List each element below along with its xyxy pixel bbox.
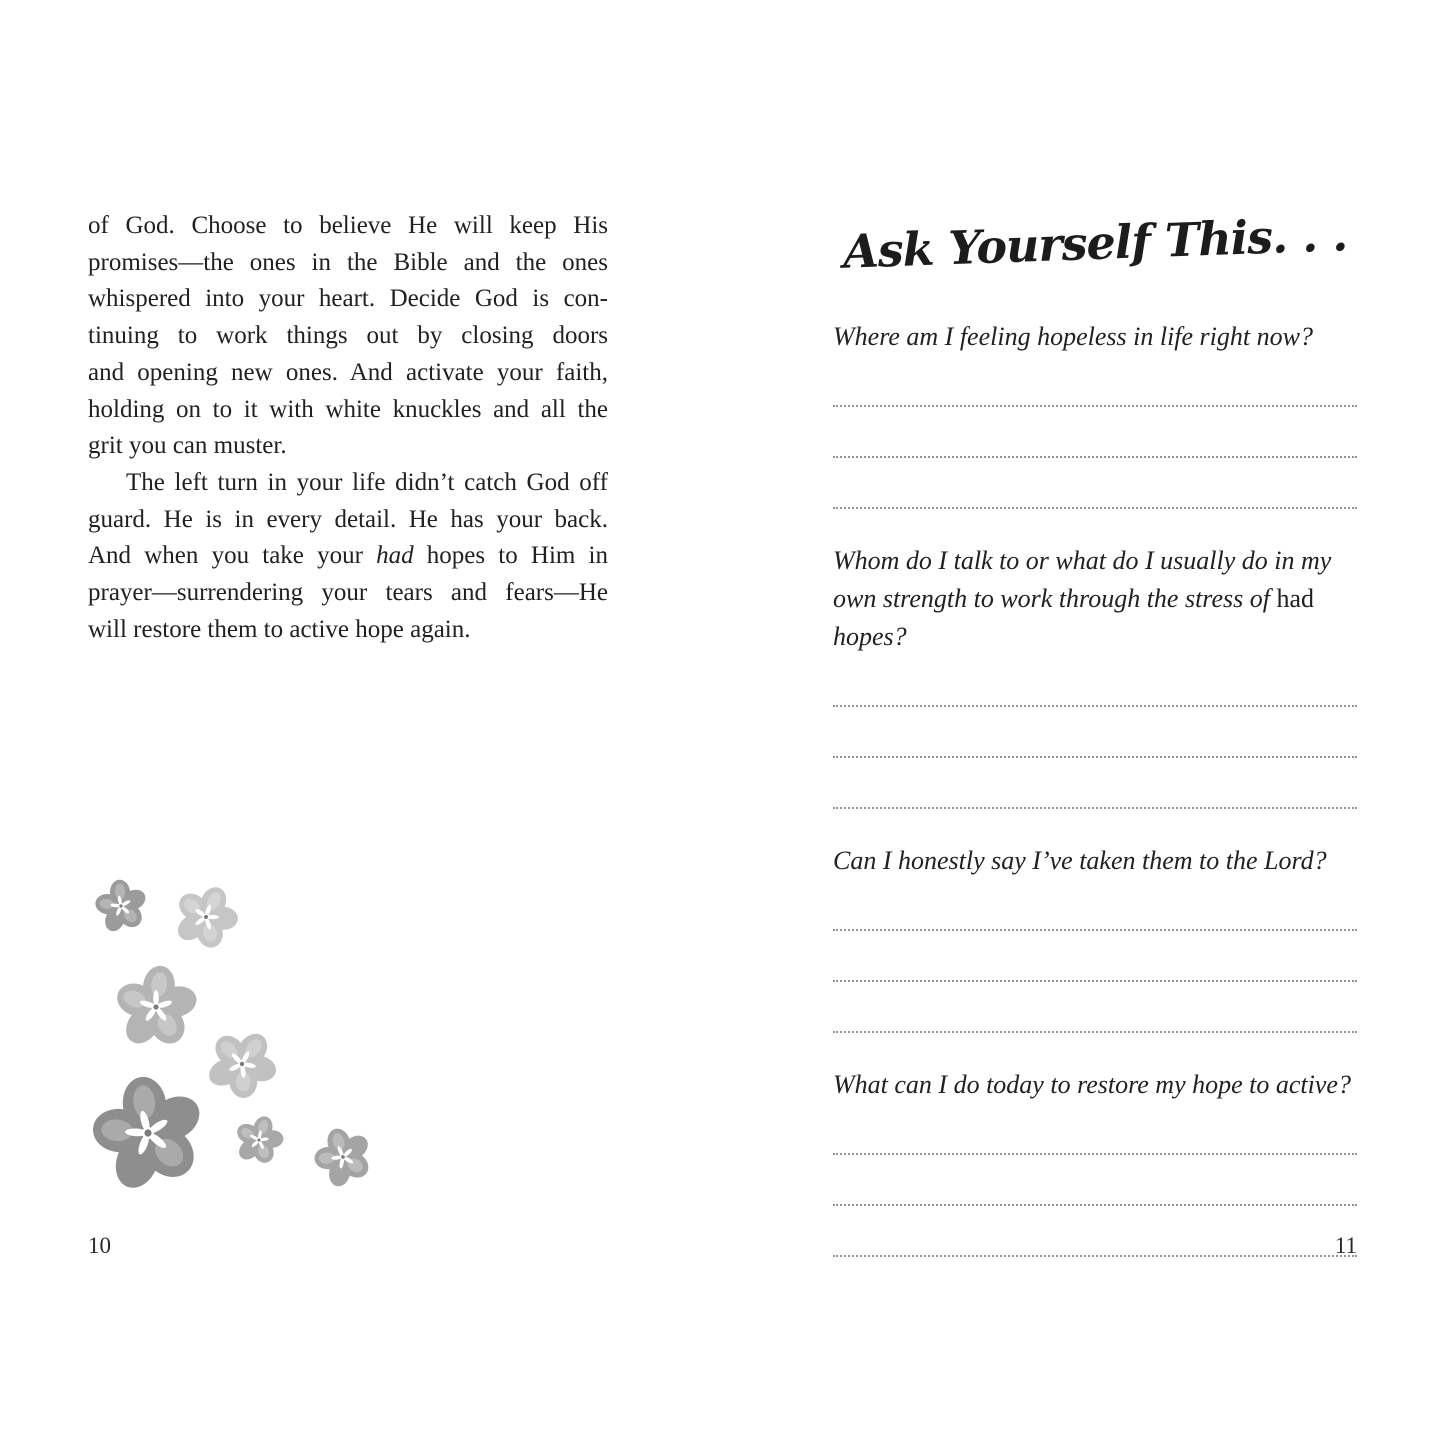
body-text-line (88, 538, 608, 575)
question-block (833, 318, 1357, 509)
text-segment: promises—the ones in the Bible and the ones (88, 248, 608, 276)
flower-icon (112, 963, 200, 1051)
answer-writing-line (833, 880, 1357, 931)
question-text-line (833, 318, 1357, 356)
text-segment: whispered into your heart. Decide God is con- (88, 285, 608, 313)
page-number-left: 10 (88, 1233, 111, 1258)
body-text-line (88, 245, 608, 282)
flower-icon (302, 1116, 384, 1198)
question-text (833, 318, 1357, 356)
text-segment: own strength to work through the stress of (833, 584, 1277, 613)
text-segment: tinuing to work things out by closing doors (88, 322, 608, 350)
text-segment: Can I honestly say I’ve taken them to the Lord? (833, 846, 1327, 875)
answer-writing-line (833, 982, 1357, 1033)
question-text-line (833, 1066, 1357, 1104)
body-text-line (88, 502, 608, 539)
text-segment: had (1276, 584, 1315, 613)
answer-writing-line (833, 407, 1357, 458)
question-text-line (833, 842, 1357, 880)
question-text-line (833, 618, 1357, 656)
text-segment: of God. Choose to believe He will keep His (88, 212, 608, 239)
text-segment: holding on to it with white knuckles and all the (88, 395, 608, 423)
flower-icon (192, 1014, 292, 1114)
body-text-line (88, 355, 608, 392)
body-text-line (88, 612, 608, 649)
answer-writing-line (833, 758, 1357, 809)
text-segment: had (376, 542, 414, 570)
body-text-line (88, 465, 608, 502)
body-text-line (88, 281, 608, 318)
question-text (833, 842, 1357, 880)
flower-icon (229, 1110, 289, 1170)
answer-writing-line (833, 656, 1357, 707)
text-segment: The left turn in your life didn’t catch God off (126, 468, 608, 496)
text-segment: grit you can muster. (88, 432, 287, 460)
question-text-line (833, 580, 1357, 618)
text-segment: and opening new ones. And activate your faith, (88, 358, 608, 386)
body-text-line (88, 428, 608, 465)
text-segment: will restore them to active hope again. (88, 615, 471, 643)
flower-icon (88, 873, 154, 939)
page-number-right: 11 (1334, 1233, 1357, 1258)
flower-icon (75, 1060, 222, 1207)
body-text-line (88, 575, 608, 612)
text-segment: guard. He is in every detail. He has your back. (88, 505, 608, 533)
answer-writing-line (833, 931, 1357, 982)
question-text (833, 542, 1357, 656)
question-blocks (833, 318, 1357, 1290)
flower-icon (163, 874, 249, 960)
question-block (833, 842, 1357, 1033)
question-block (833, 1066, 1357, 1257)
text-segment: Whom do I talk to or what do I usually do in my (833, 546, 1332, 575)
question-text (833, 1066, 1357, 1104)
text-segment: prayer—surrendering your tears and fears—He (88, 579, 608, 607)
answer-writing-line (833, 707, 1357, 758)
text-segment: hopes? (833, 622, 907, 651)
text-segment: What can I do today to restore my hope to active? (833, 1070, 1351, 1099)
answer-writing-line (833, 356, 1357, 407)
left-page-body (88, 208, 608, 648)
section-heading: Ask Yourself This. . . (842, 207, 1348, 279)
body-text-line (88, 318, 608, 355)
answer-writing-line (833, 1104, 1357, 1155)
text-segment: hopes to Him in (413, 542, 608, 570)
question-text-line (833, 542, 1357, 580)
answer-writing-line (833, 1155, 1357, 1206)
text-segment: And when you take your (88, 542, 377, 570)
answer-writing-line (833, 458, 1357, 509)
body-text-line (88, 392, 608, 429)
text-segment: Where am I feeling hopeless in life right now? (833, 322, 1313, 351)
question-block (833, 542, 1357, 809)
body-text-line (88, 208, 608, 245)
